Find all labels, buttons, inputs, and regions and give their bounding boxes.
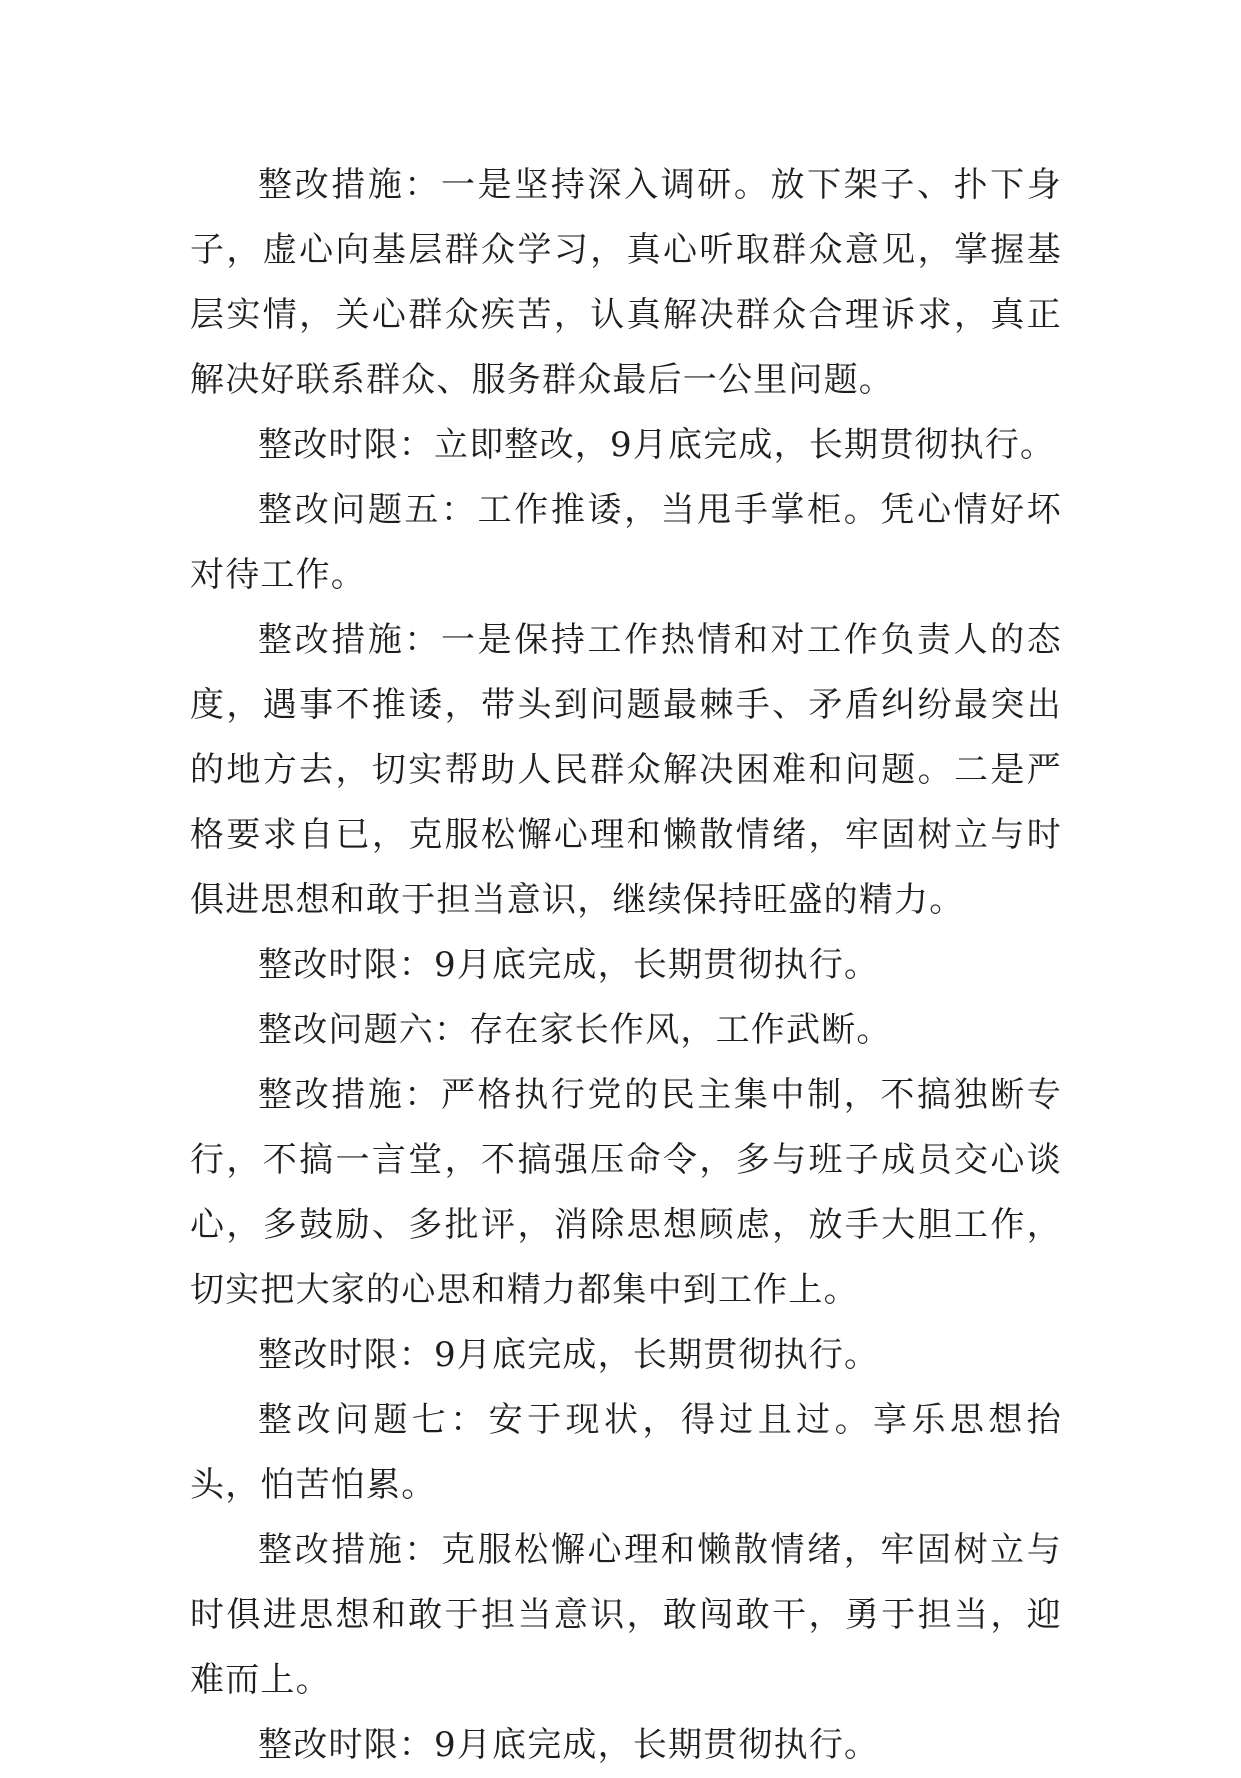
paragraph-deadline-6: 整改时限：9月底完成，长期贯彻执行。: [258, 1335, 880, 1375]
document-body: [190, 153, 1062, 1778]
paragraph-measures-6: 整改措施：严格执行党的民主集中制，不搞独断专行，不搞一言堂，不搞强压命令，多与班子成员交心谈心，多鼓励、多批评，消除思想顾虑，放手大胆工作，切实把大家的心思和精力都集中到工作上。: [190, 1075, 1062, 1310]
paragraph-deadline-1: 整改时限：立即整改，9月底完成，长期贯彻执行。: [258, 425, 1056, 465]
paragraph-measures-7: 整改措施：克服松懈心理和懒散情绪，牢固树立与时俱进思想和敢于担当意识，敢闯敢干，勇于担当，迎难而上。: [190, 1530, 1062, 1700]
paragraph-deadline-5: 整改时限：9月底完成，长期贯彻执行。: [258, 945, 880, 985]
paragraph-deadline-7: 整改时限：9月底完成，长期贯彻执行。: [258, 1725, 880, 1765]
paragraph-measures-1: 整改措施：一是坚持深入调研。放下架子、扑下身子，虚心向基层群众学习，真心听取群众意见，掌握基层实情，关心群众疾苦，认真解决群众合理诉求，真正解决好联系群众、服务群众最后一公里问题。: [190, 165, 1062, 400]
paragraph-issue-7: 整改问题七：安于现状，得过且过。享乐思想抬头，怕苦怕累。: [190, 1400, 1062, 1505]
paragraph-issue-6: 整改问题六：存在家长作风，工作武断。: [258, 1010, 892, 1050]
paragraph-measures-5: 整改措施：一是保持工作热情和对工作负责人的态度，遇事不推诿，带头到问题最棘手、矛盾纠纷最突出的地方去，切实帮助人民群众解决困难和问题。二是严格要求自已，克服松懈心理和懒散情绪，牢固树立与时俱进思想和敢于担当意识，继续保持旺盛的精力。: [190, 620, 1062, 920]
paragraph-issue-5: 整改问题五：工作推诿，当甩手掌柜。凭心情好坏对待工作。: [190, 490, 1062, 595]
